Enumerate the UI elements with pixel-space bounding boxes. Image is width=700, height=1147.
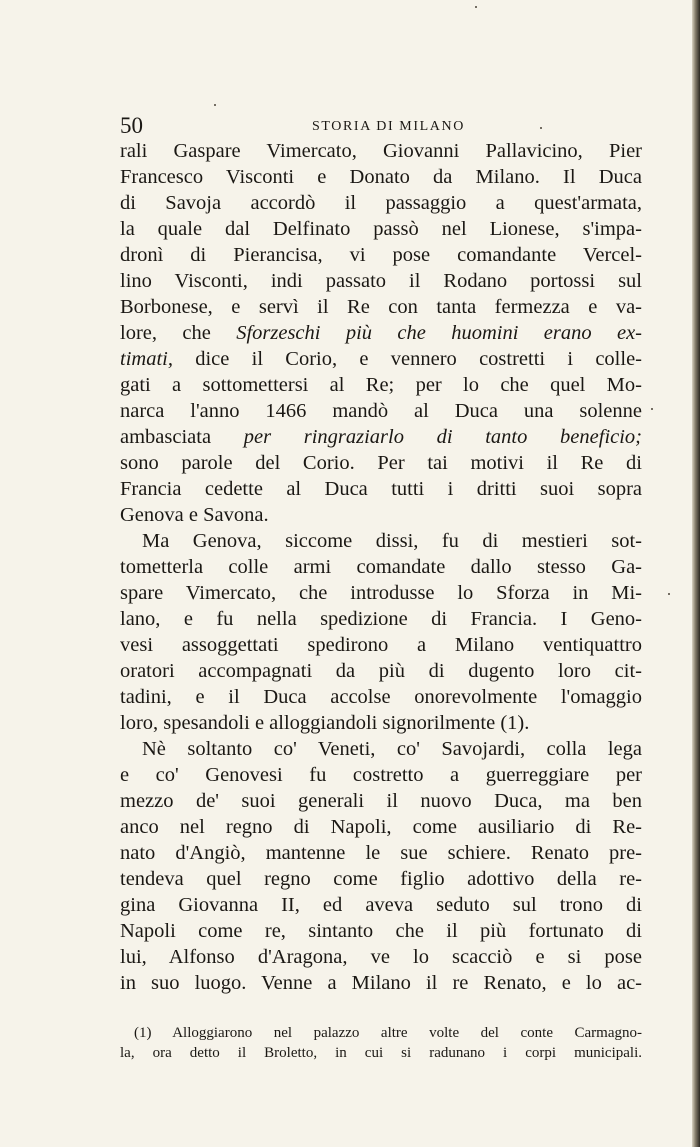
text-line: vesi assoggettati spedirono a Milano ventiquattro	[120, 634, 642, 656]
text-line: la quale dal Delfinato passò nel Lionese, s'impa-	[120, 218, 642, 240]
footnote	[120, 1023, 642, 1063]
text-line: loro, spesandoli e alloggiandoli signorilmente (1).	[120, 712, 530, 734]
text-line: tometterla colle armi comandate dallo stesso Ga-	[120, 556, 642, 578]
text-line: lui, Alfonso d'Aragona, ve lo scacciò e si pose	[120, 946, 642, 968]
footnote-line: (1) Alloggiarono nel palazzo altre volte del conte Carmagno-	[134, 1025, 642, 1041]
paper-speck	[475, 6, 477, 8]
text-line: in suo luogo. Venne a Milano il re Renato, e lo ac-	[120, 972, 642, 994]
text-line: rali Gaspare Vimercato, Giovanni Pallavicino, Pier	[120, 140, 642, 162]
text-line: Borbonese, e servì il Re con tanta fermezza e va-	[120, 296, 642, 318]
text-line: dronì di Pierancisa, vi pose comandante Vercel-	[120, 244, 642, 266]
text-line: spare Vimercato, che introdusse lo Sforza in Mi-	[120, 582, 642, 604]
running-title: STORIA DI MILANO	[312, 119, 465, 134]
paper-speck	[540, 127, 542, 129]
text-line: tendeva quel regno come figlio adottivo della re-	[120, 868, 642, 890]
text-line-with-italic	[120, 346, 642, 372]
page-number: 50	[120, 113, 143, 138]
text-line: narca l'anno 1466 mandò al Duca una solenne	[120, 400, 642, 422]
paragraph-start: Nè soltanto co' Veneti, co' Savojardi, colla lega	[142, 738, 642, 760]
text-line: gina Giovanna II, ed aveva seduto sul trono di	[120, 894, 642, 916]
paper-speck	[651, 408, 653, 410]
page-edge-shadow	[692, 0, 700, 1147]
text-segment: dice il Corio, e vennero costretti i colle-	[172, 348, 642, 370]
text-line: Napoli come re, sintanto che il più fortunato di	[120, 920, 642, 942]
running-head	[120, 113, 640, 139]
text-line: Genova e Savona.	[120, 504, 269, 526]
text-line: lino Visconti, indi passato il Rodano portossi sul	[120, 270, 642, 292]
text-line: oratori accompagnati da più di dugento loro cit-	[120, 660, 642, 682]
text-line: mezzo de' suoi generali il nuovo Duca, ma ben	[120, 790, 642, 812]
text-line: di Savoja accordò il passaggio a quest'armata,	[120, 192, 642, 214]
text-line: lano, e fu nella spedizione di Francia. I Geno-	[120, 608, 642, 630]
footnote-line: la, ora detto il Broletto, in cui si radunano i corpi municipali.	[120, 1045, 642, 1061]
text-line: sono parole del Corio. Per tai motivi il Re di	[120, 452, 642, 474]
text-line-with-italic	[120, 320, 642, 346]
text-line: anco nel regno di Napoli, come ausiliario di Re-	[120, 816, 642, 838]
italic-quote: Sforzeschi più che huomini erano ex-	[236, 322, 642, 344]
body-text	[120, 138, 642, 996]
italic-quote: per ringraziarlo di tanto beneficio;	[243, 426, 643, 448]
text-line: Francesco Visconti e Donato da Milano. Il Duca	[120, 166, 642, 188]
text-line-with-italic	[120, 424, 642, 450]
text-line: tadini, e il Duca accolse onorevolmente l'omaggio	[120, 686, 642, 708]
text-line: Francia cedette al Duca tutti i dritti suoi sopra	[120, 478, 642, 500]
text-segment: lore, che	[120, 322, 237, 344]
italic-quote: timati,	[120, 348, 173, 370]
text-line: nato d'Angiò, mantenne le sue schiere. Renato pre-	[120, 842, 642, 864]
text-line: e co' Genovesi fu costretto a guerreggiare per	[120, 764, 642, 786]
paper-speck	[214, 104, 216, 106]
paper-speck	[668, 593, 670, 595]
text-line: gati a sottomettersi al Re; per lo che quel Mo-	[120, 374, 642, 396]
text-segment: ambasciata	[120, 426, 244, 448]
paragraph-start: Ma Genova, siccome dissi, fu di mestieri sot-	[142, 530, 642, 552]
